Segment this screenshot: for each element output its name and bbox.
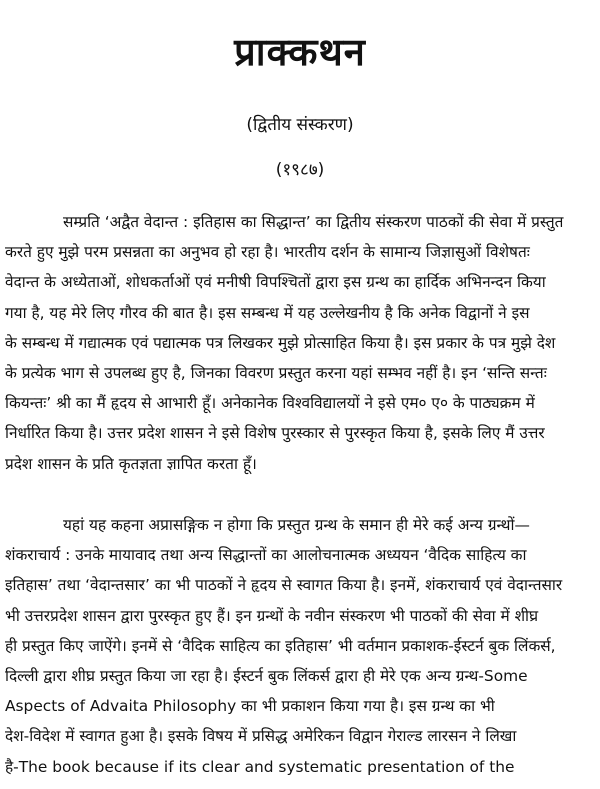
- text-line: करते हुए मुझे परम प्रसन्नता का अनुभव हो रहा है। भारतीय दर्शन के सामान्य जिज्ञासुओं विशेषतः: [5, 243, 530, 262]
- text-line: सम्प्रति ‘अद्वैत वेदान्त : इतिहास का सिद्धान्त’ का द्वितीय संस्करण पाठकों की सेवा में प्रस्तुत: [63, 213, 564, 231]
- edition-year: (१९८७): [275, 160, 325, 180]
- text-line: यहां यह कहना अप्रासङ्गिक न होगा कि प्रस्तुत ग्रन्थ के समान ही मेरे कई अन्य ग्रन्थों—: [63, 516, 530, 534]
- text-line: वेदान्त के अध्येताओं, शोधकर्ताओं एवं मनीषी विपश्चितों द्वारा इस ग्रन्थ का हार्दिक अभिनन्दन किया: [5, 273, 546, 292]
- text-line: दिल्ली द्वारा शीघ्र प्रस्तुत किया जा रहा है। ईस्टर्न बुक लिंकर्स द्वारा ही मेरे एक अन्य ग्रन्थ-Some: [5, 666, 528, 685]
- text-line: गया है, यह मेरे लिए गौरव की बात है। इस सम्बन्ध में यह उल्लेखनीय है कि अनेक विद्वानों ने इस: [5, 303, 530, 322]
- text-line: कियन्तः’ श्री का मैं हृदय से आभारी हूँ। अनेकानेक विश्वविद्यालयों ने इसे एम० ए० के पाठ्यक्रम में: [5, 394, 535, 413]
- paragraph-1: [5, 207, 593, 479]
- text-line: देश-विदेश में स्वागत हुआ है। इसके विषय में प्रसिद्ध अमेरिकन विद्वान गेराल्ड लारसन ने लिखा: [5, 727, 517, 746]
- edition-subtitle: (द्वितीय संस्करण): [246, 115, 354, 135]
- text-line: के सम्बन्ध में गद्यात्मक एवं पद्यात्मक पत्र लिखकर मुझे प्रोत्साहित किया है। इस प्रकार के पत्र मुझे देश: [5, 333, 556, 352]
- text-line: है-The book because if its clear and systematic presentation of the: [5, 757, 515, 776]
- text-line: प्रदेश शासन के प्रति कृतज्ञता ज्ञापित करता हूँ।: [5, 454, 257, 473]
- text-line: के प्रत्येक भाग से उपलब्ध हुए है, जिनका विवरण प्रस्तुत करना यहां सम्भव नहीं है। इन ‘सन्ति सन्तः: [5, 363, 547, 382]
- text-line: भी उत्तरप्रदेश शासन द्वारा पुरस्कृत हुए हैं। इन ग्रन्थों के नवीन संस्करण भी पाठकों की सेवा में शीघ्र: [5, 606, 539, 625]
- paragraph-2: [5, 510, 593, 782]
- text-line: शंकराचार्य : उनके मायावाद तथा अन्य सिद्धान्तों का आलोचनात्मक अध्ययन ‘वैदिक साहित्य का: [5, 546, 527, 565]
- page-title: प्राक्कथन: [234, 30, 366, 74]
- text-line: Aspects of Advaita Philosophy का भी प्रकाशन किया गया है। इस ग्रन्थ का भी: [5, 697, 495, 716]
- text-line: निर्धारित किया है। उत्तर प्रदेश शासन ने इसे विशेष पुरस्कार से पुरस्कृत किया है, इसके लिए मैं उत्तर: [5, 424, 545, 443]
- text-line: इतिहास’ तथा ‘वेदान्तसार’ का भी पाठकों ने हृदय से स्वागत किया है। इनमें, शंकराचार्य एवं वेदान्तसार: [5, 576, 563, 595]
- text-line: ही प्रस्तुत किए जाऐंगे। इनमें से ‘वैदिक साहित्य का इतिहास’ भी वर्तमान प्रकाशक-ईस्टर्न बुक लिंकर्स,: [5, 636, 556, 655]
